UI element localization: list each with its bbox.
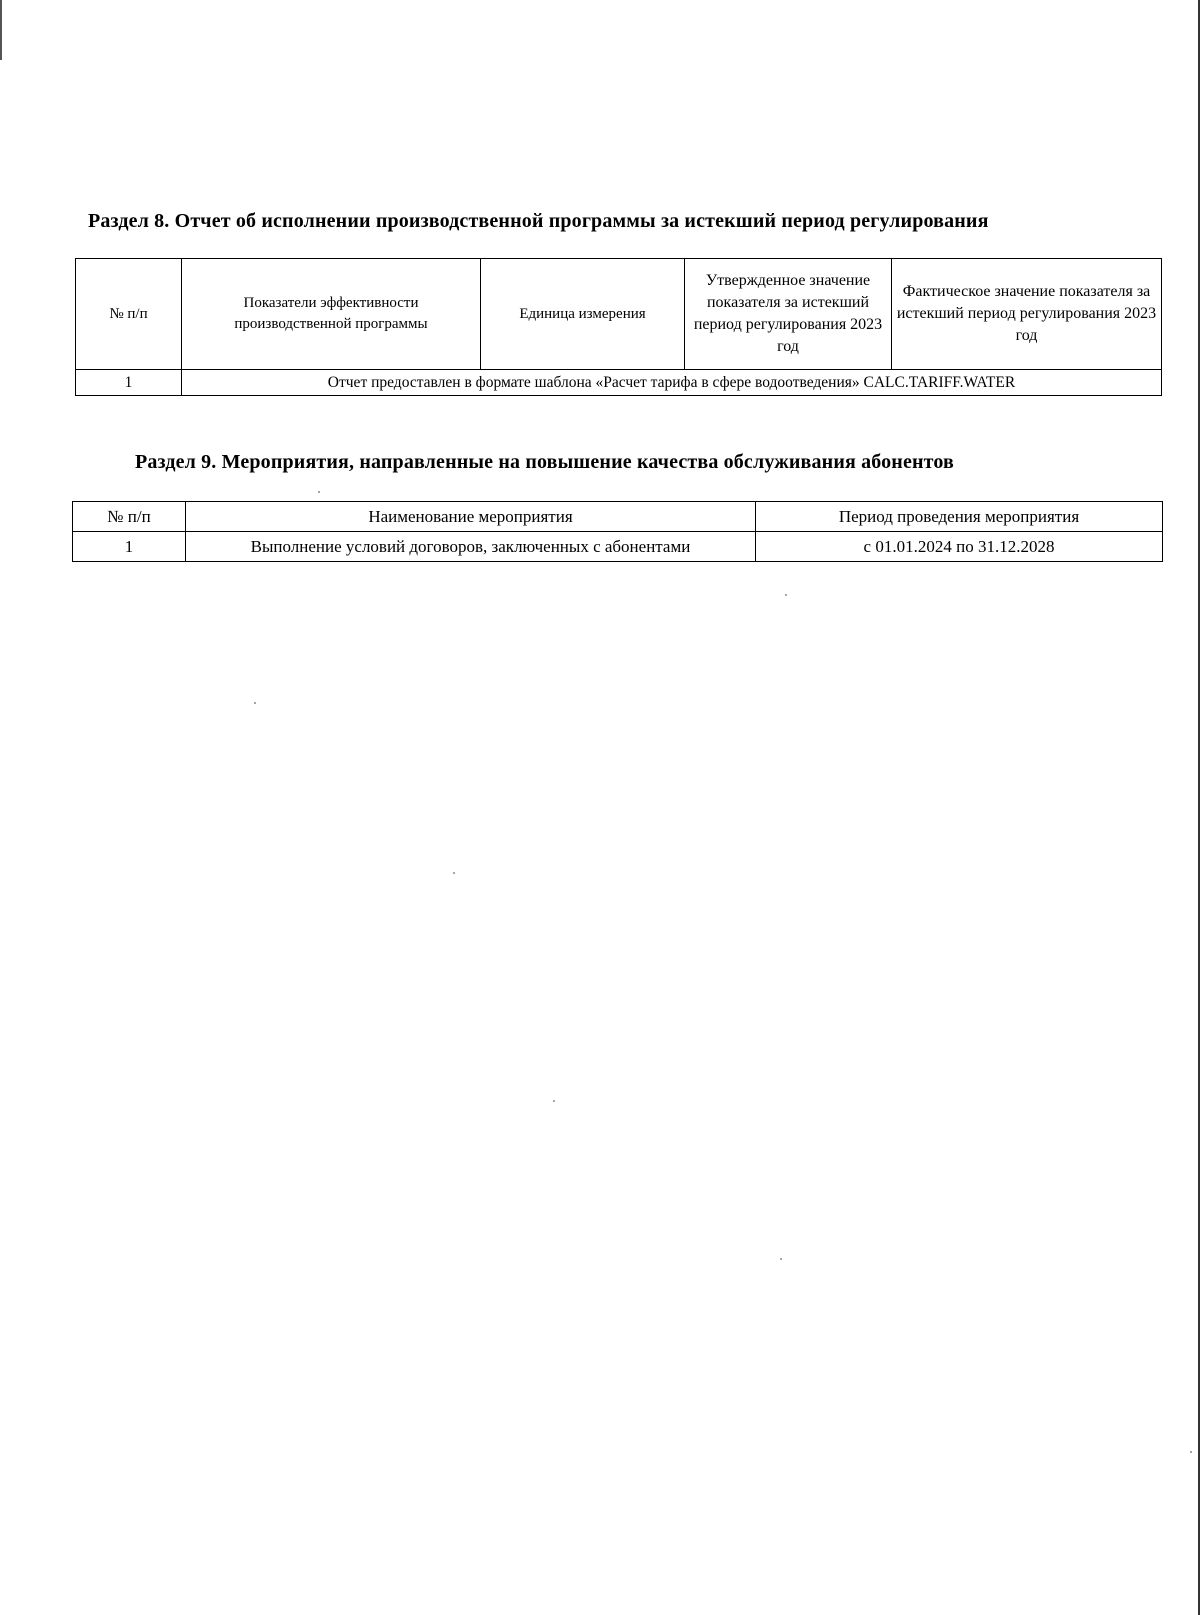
scan-edge-left [0,0,2,60]
table-row [76,370,1162,396]
table-header-row [73,502,1163,532]
scan-speck [780,1258,782,1260]
row-measure-period: с 01.01.2024 по 31.12.2028 [756,532,1163,562]
header-measure-name: Наименование мероприятия [186,502,756,532]
table-row [73,532,1163,562]
production-program-report-table [75,258,1162,396]
row-num: 1 [76,370,182,396]
row-num: 1 [73,532,186,562]
scan-speck [553,1100,555,1102]
row-report-note: Отчет предоставлен в формате шаблона «Расчет тарифа в сфере водоотведения» CALC.TARIFF.WATER [182,370,1162,396]
scan-speck [254,702,256,704]
header-num: № п/п [76,259,182,370]
section-8-title: Раздел 8. Отчет об исполнении производственной программы за истекший период регулирования [88,210,989,232]
scan-speck [453,872,455,874]
table-header-row [76,259,1162,370]
scan-speck [785,594,787,596]
header-indicators: Показатели эффективности производственной программы [182,259,481,370]
header-num: № п/п [73,502,186,532]
header-actual-value: Фактическое значение показателя за истекший период регулирования 2023 год [892,259,1162,370]
header-approved-value: Утвержденное значение показателя за истекший период регулирования 2023 год [685,259,892,370]
scan-speck [318,491,320,493]
header-unit: Единица измерения [481,259,685,370]
row-measure-name: Выполнение условий договоров, заключенных с абонентами [186,532,756,562]
section-9-title: Раздел 9. Мероприятия, направленные на повышение качества обслуживания абонентов [135,451,954,473]
header-measure-period: Период проведения мероприятия [756,502,1163,532]
scan-speck [1190,1451,1192,1453]
service-quality-measures-table [72,501,1163,562]
